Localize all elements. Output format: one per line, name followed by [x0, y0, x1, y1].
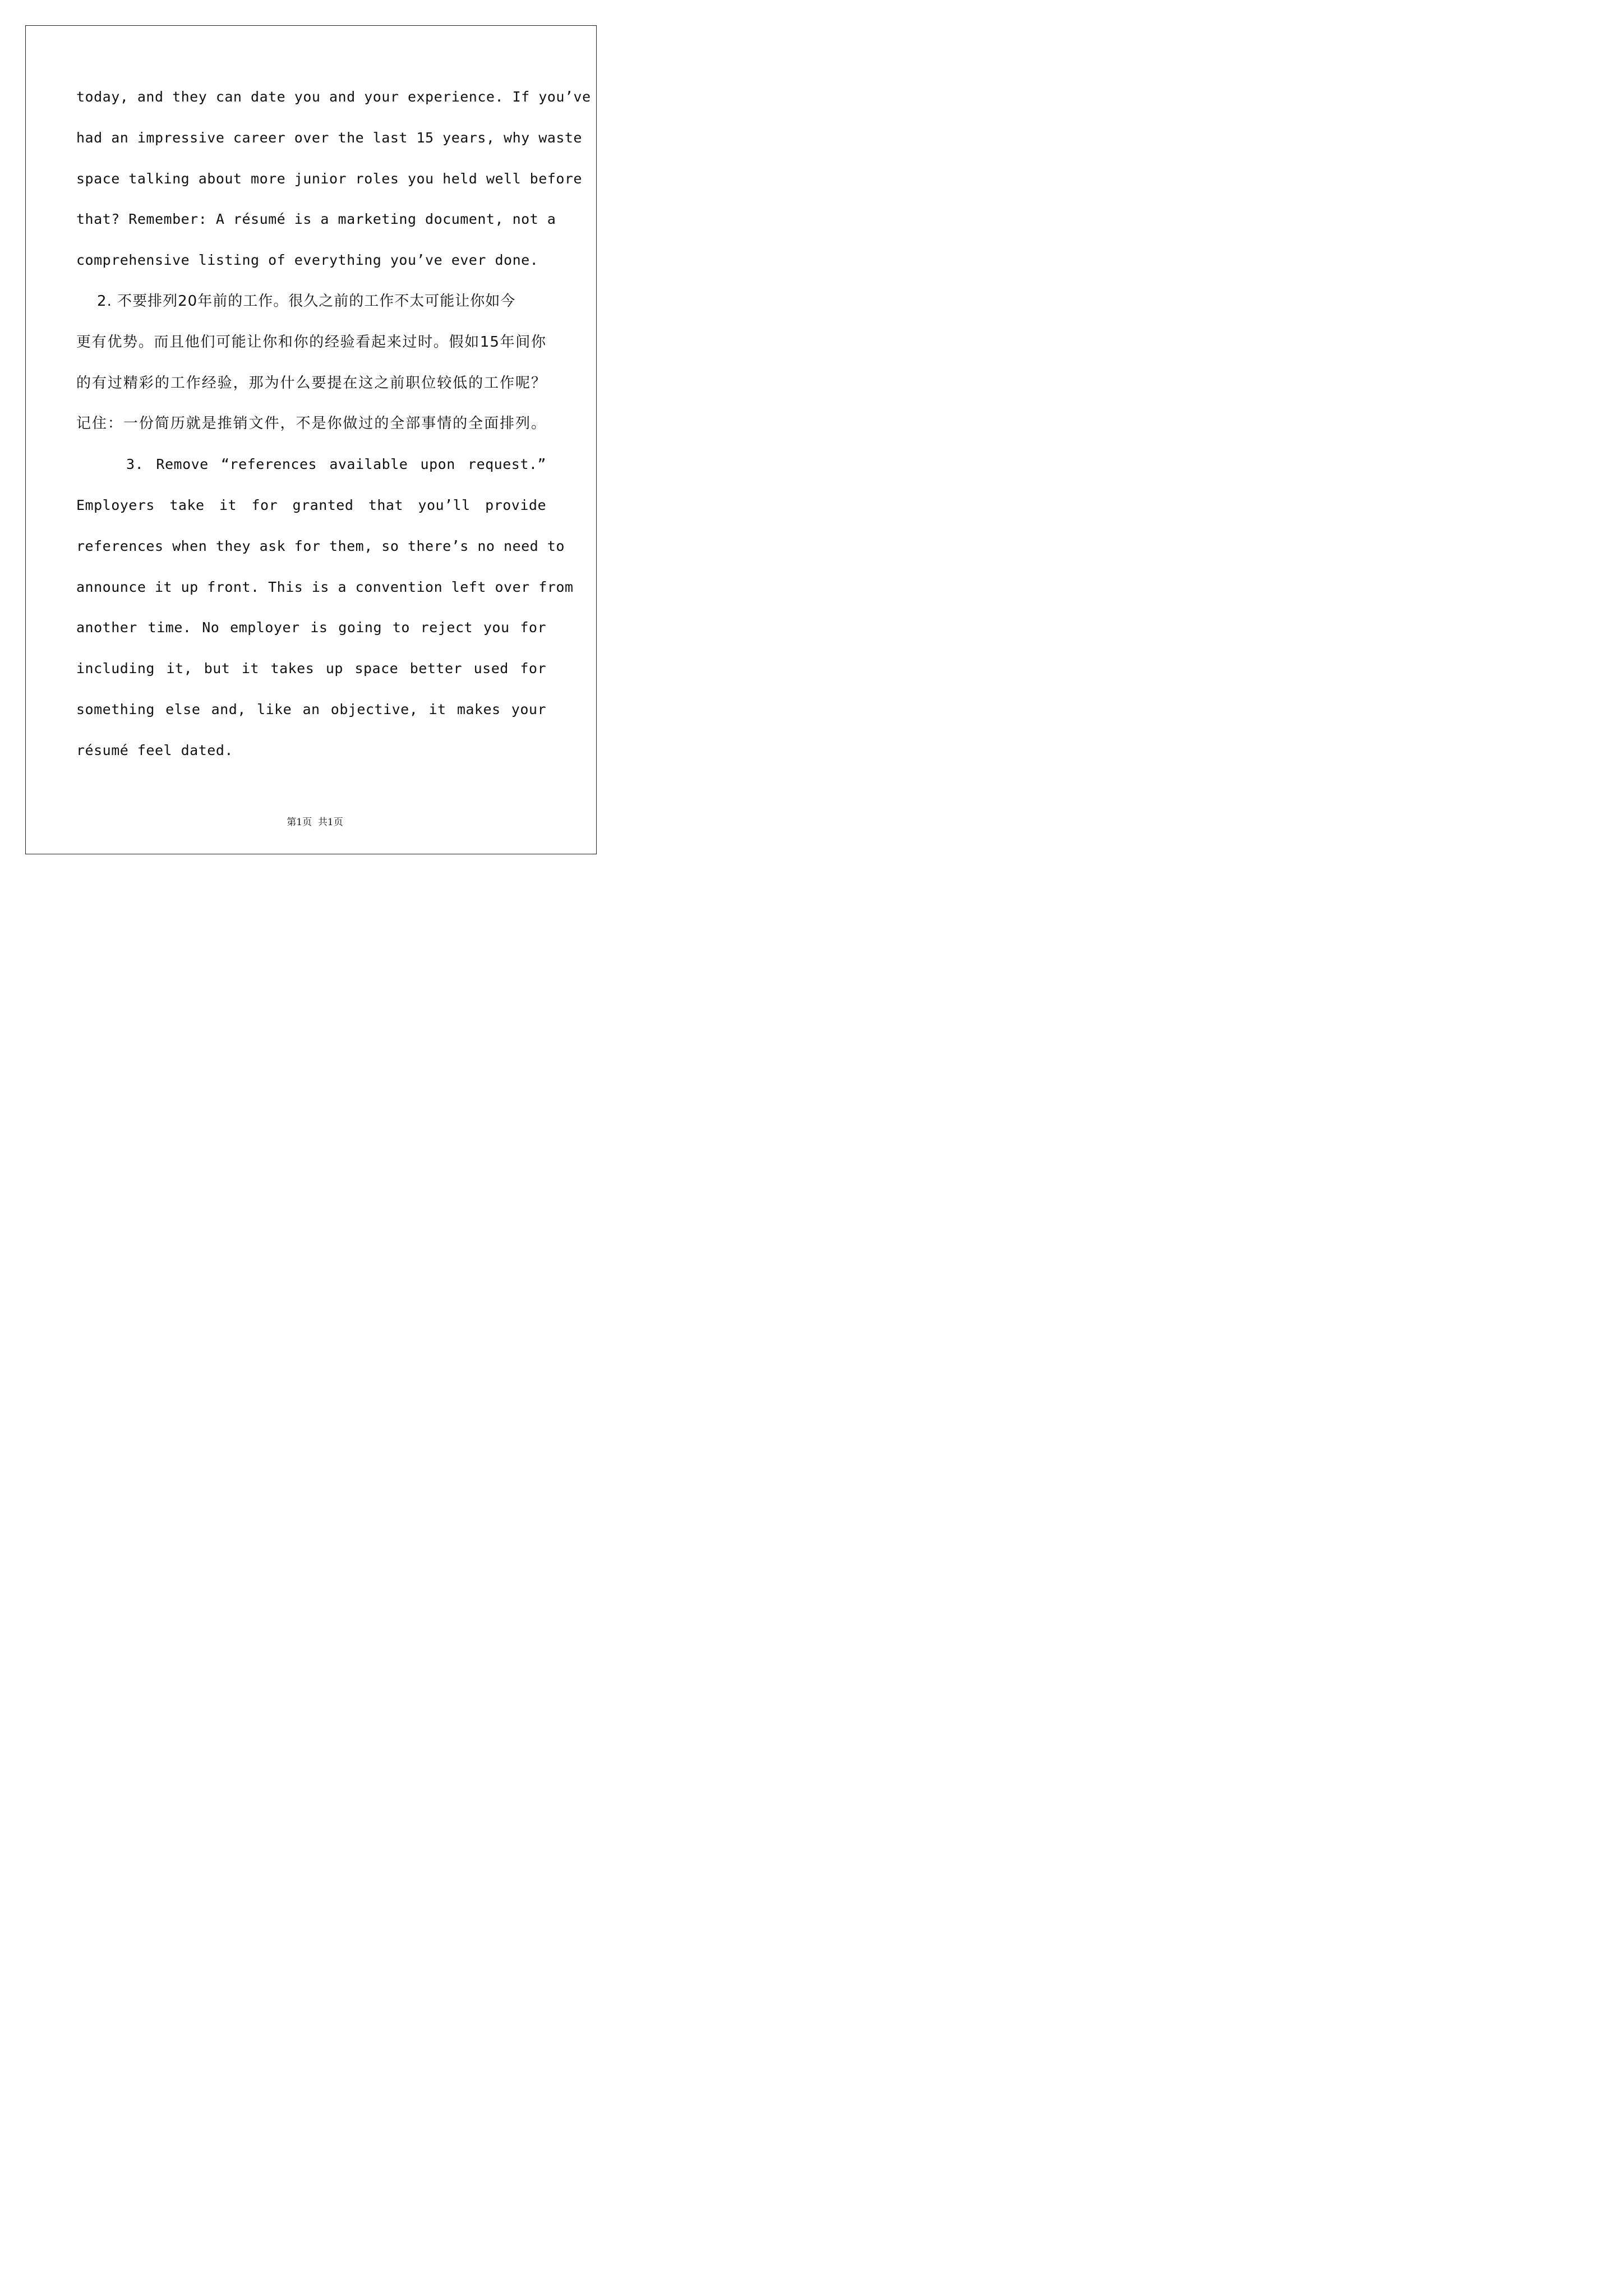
text-line: comprehensive listing of everything you’ve ever done. [76, 252, 539, 269]
page-number-footer: 第1页 共1页 [287, 817, 343, 828]
document-body [76, 77, 591, 771]
text-line: that? Remember: A résumé is a marketing document, not a [76, 211, 556, 228]
text-line: had an impressive career over the last 15 years, why waste [76, 129, 582, 146]
text-line: space talking about more junior roles you held well before [76, 170, 582, 187]
text-line: including it, but it takes up space better used for [76, 660, 546, 677]
text-line: résumé feel dated. [76, 742, 233, 758]
text-line: something else and, like an objective, it makes your [76, 701, 546, 717]
text-line: another time. No employer is going to reject you for [76, 619, 546, 636]
text-line: 3. Remove “references available upon request.” [76, 456, 546, 473]
text-line: 的有过精彩的工作经验，那为什么要提在这之前职位较低的工作呢？ [76, 374, 546, 392]
text-line: Employers take it for granted that you’ll provide [76, 496, 546, 513]
text-line: today, and they can date you and your experience. If you’ve [76, 89, 591, 105]
text-line: 2. 不要排列20年前的工作。很久之前的工作不太可能让你如今 [76, 292, 516, 310]
text-line: 记住：一份简历就是推销文件，不是你做过的全部事情的全面排列。 [76, 415, 546, 432]
text-line: 更有优势。而且他们可能让你和你的经验看起来过时。假如15年间你 [76, 333, 546, 351]
paragraph-1 [76, 77, 591, 281]
paragraph-2-chinese [76, 281, 546, 444]
text-line: announce it up front. This is a convention left over from [76, 578, 574, 595]
paragraph-3 [76, 444, 574, 771]
text-line: references when they ask for them, so there’s no need to [76, 537, 565, 554]
